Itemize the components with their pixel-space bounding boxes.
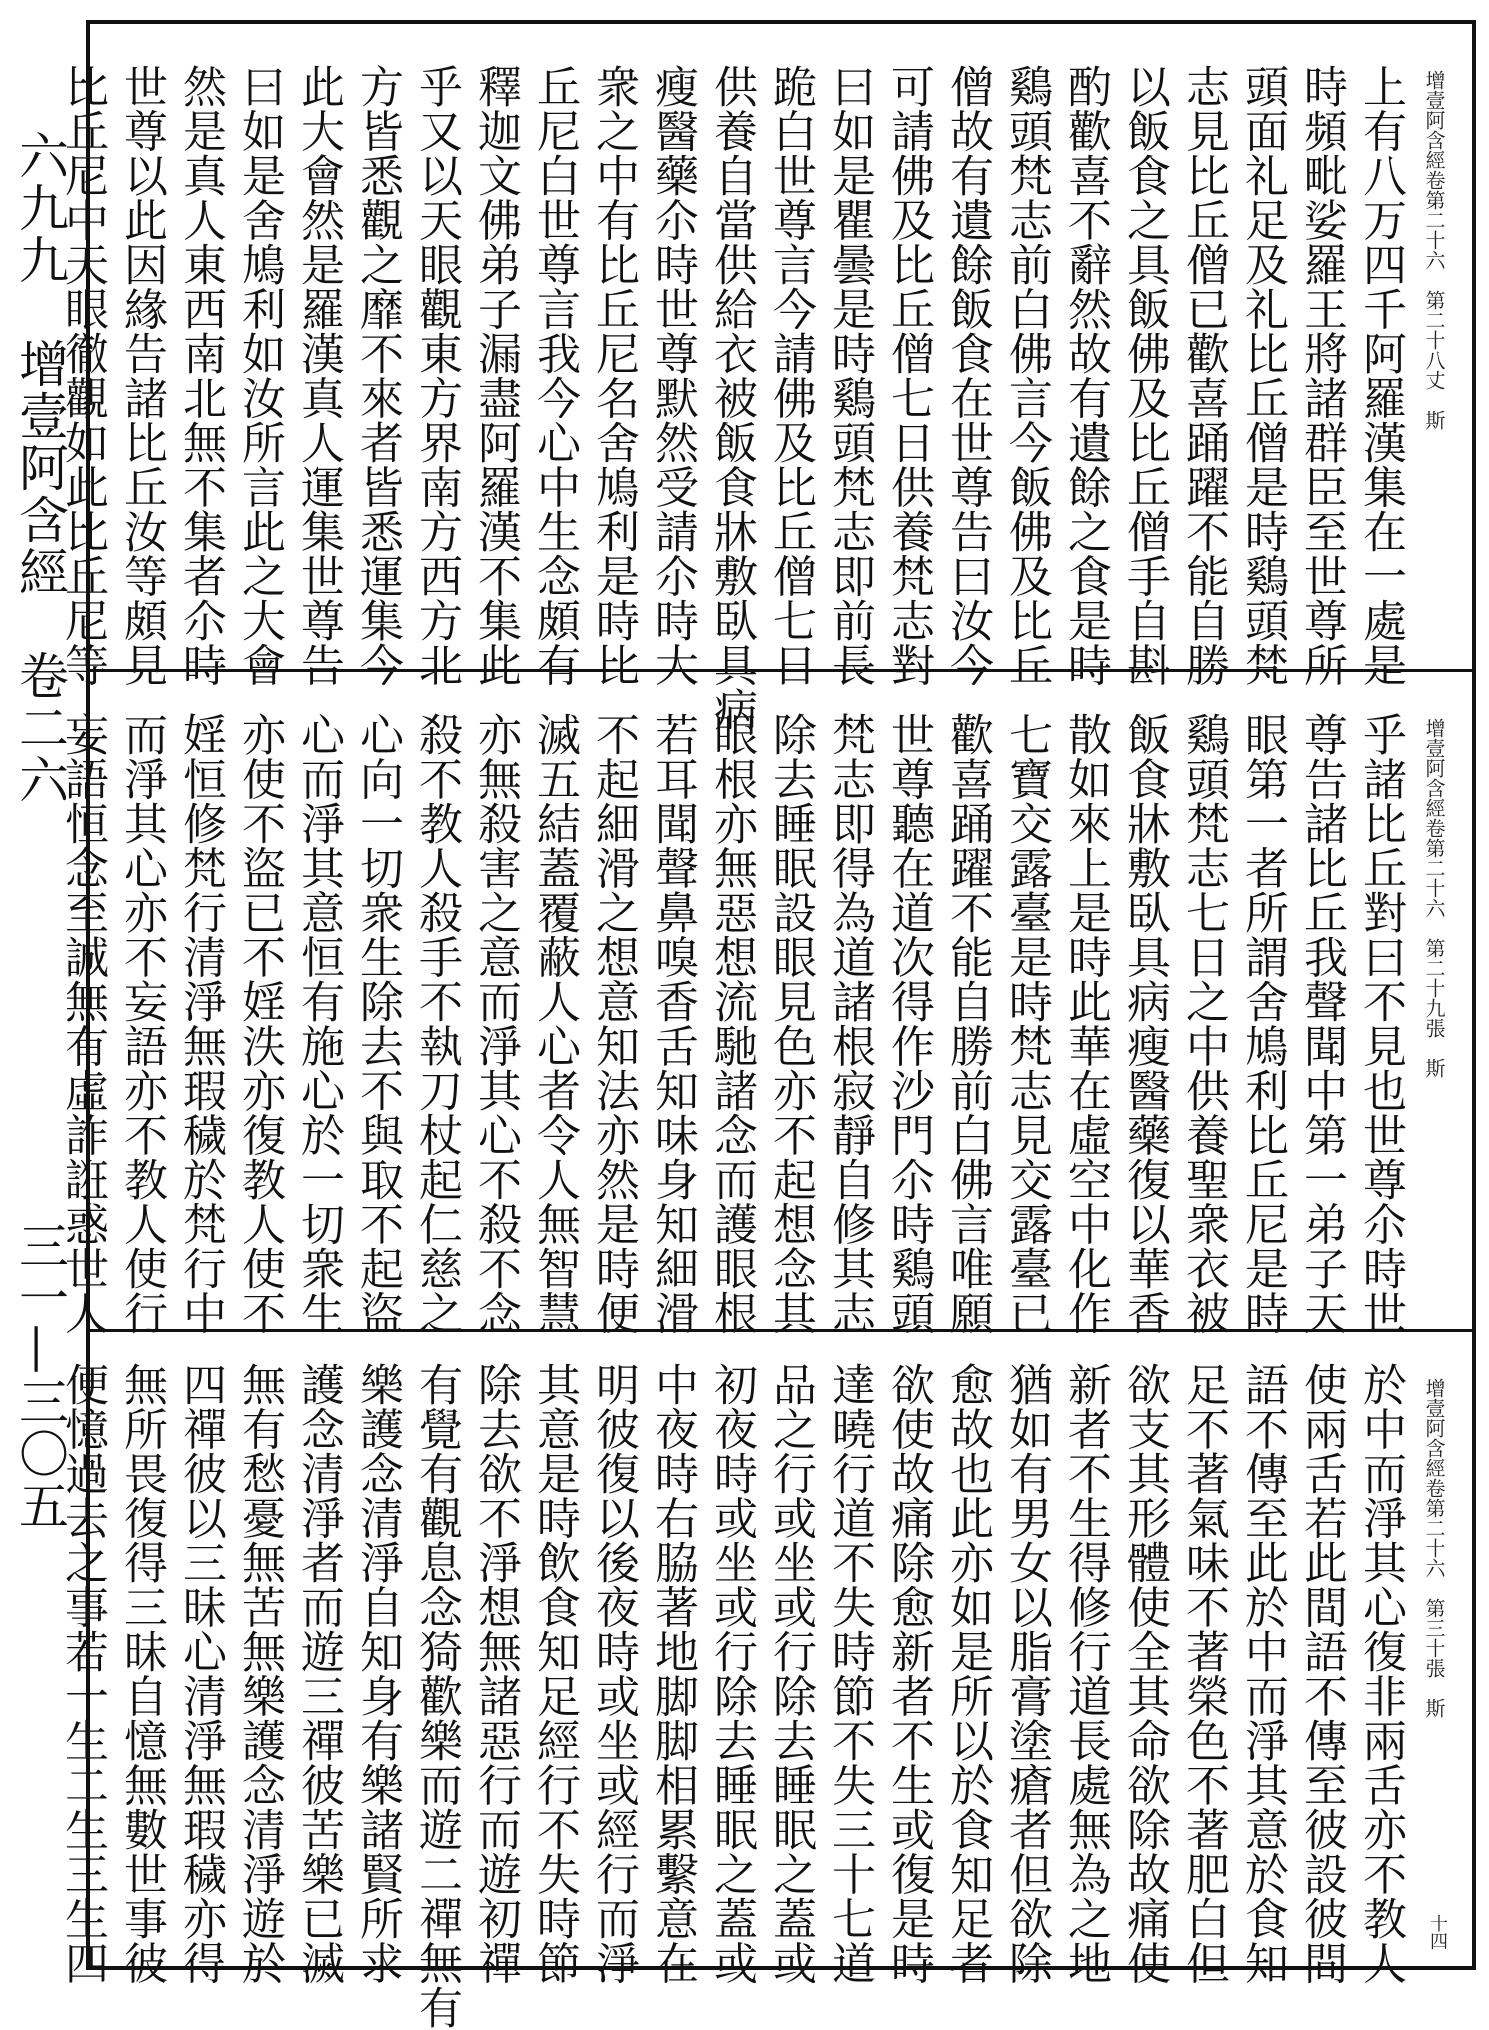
page-frame (57, 20, 1476, 2030)
text-line: 頭面礼足及礼比丘僧是時鷄頭梵 (1237, 64, 1288, 687)
panel-3-body (53, 1362, 1410, 2030)
text-line: 其意是時飲食知足經行不失時節 (529, 1362, 580, 1985)
text-line: 欲使故痛除愈新者不生或復是時 (883, 1362, 934, 1985)
text-line: 曰如是瞿曇是時鷄頭梵志即前長 (824, 64, 875, 687)
text-line: 衆之中有比丘尼名舍鳩利是時比 (588, 64, 639, 687)
panel-2-header-note: 增壹阿含經卷第二十六 第二十九張 斯 (1422, 718, 1446, 1078)
panel-3-end-mark: 十四 (1427, 1914, 1448, 1950)
panel-2-body (53, 712, 1410, 1335)
text-line: 使兩舌若此間語不傳至彼設彼間 (1296, 1362, 1347, 1985)
text-line: 四禪彼以三昧心清淨無瑕穢亦得 (175, 1362, 226, 1985)
text-line: 便憶過去之事若一生二生三生四 (57, 1362, 108, 1985)
text-line: 乎又以天眼觀東方界南方西方北 (411, 64, 462, 687)
text-line: 語不傳至此於中而淨其意於食知 (1237, 1362, 1288, 1985)
text-line: 亦無殺害之意而淨其心不殺不念 (470, 712, 521, 1335)
text-line: 志見比丘僧已歡喜踊躍不能自勝 (1178, 64, 1229, 687)
text-line: 中夜時右脇著地脚脚相累繫意在 (647, 1362, 698, 1985)
text-line: 丘尼白世尊言我今心中生念頗有 (529, 64, 580, 687)
text-line: 除去睡眠設眼見色亦不起想念其 (765, 712, 816, 1335)
text-line: 飯食牀敷臥具病瘦醫藥復以華香 (1119, 712, 1170, 1335)
margin-page-number: 三一—三〇五 (11, 1220, 69, 1532)
text-line: 達曉行道不失時節不失三十七道 (824, 1362, 875, 1985)
text-line: 而淨其心亦不妄語亦不教人使行 (116, 712, 167, 1335)
text-line: 護念清淨者而遊三禪彼苦樂已滅 (293, 1362, 344, 1985)
text-panel-3 (57, 1329, 1472, 2030)
text-line: 妄語恒念至誠無有虛詐誑惑世人 (57, 712, 108, 1335)
text-line: 若耳聞聲鼻嗅香舌知味身知細滑 (647, 712, 698, 1335)
text-line: 鷄頭梵志七日之中供養聖衆衣被 (1178, 712, 1229, 1335)
text-line: 心向一切衆生除去不與取不起盜 (352, 712, 403, 1335)
text-line: 樂護念清淨自知身有樂諸賢所求 (352, 1362, 403, 1985)
text-line: 足不著氣味不著榮色不著肥白但 (1178, 1362, 1229, 1985)
text-line: 供養自當供給衣被飯食牀敷臥具病 (706, 64, 757, 732)
text-line: 無所畏復得三昧自憶無數世事彼 (116, 1362, 167, 1985)
text-line: 比丘尼中天眼徹觀如此比丘尼等 (57, 64, 108, 687)
text-line: 婬恒修梵行清淨無瑕穢於梵行中 (175, 712, 226, 1335)
panel-1-header-note: 增壹阿含經卷第二十六 第二十八丈 斯 (1422, 70, 1446, 430)
text-line: 然是真人東西南北無不集者尒時 (175, 64, 226, 687)
text-line: 明彼復以後夜時或坐或經行而淨 (588, 1362, 639, 1985)
text-line: 僧故有遺餘飯食在世尊告曰汝今 (942, 64, 993, 687)
text-line: 世尊聽在道次得作沙門尒時鷄頭 (883, 712, 934, 1335)
text-line: 品之行或坐或行除去睡眠之蓋或 (765, 1362, 816, 1985)
text-line: 以飯食之具飯佛及比丘僧手自斟 (1119, 64, 1170, 687)
text-line: 歡喜踊躍不能自勝前白佛言唯願 (942, 712, 993, 1335)
text-panel-1 (57, 24, 1472, 732)
text-line: 尊告諸比丘我聲聞中第一弟子天 (1296, 712, 1347, 1335)
text-line: 跪白世尊言今請佛及比丘僧七日 (765, 64, 816, 687)
text-line: 散如來上是時此華在虛空中化作 (1060, 712, 1111, 1335)
text-panel-2 (57, 669, 1472, 1335)
text-line: 心而淨其意恒有施心於一切衆生 (293, 712, 344, 1335)
text-line: 不起細滑之想意知法亦然是時便 (588, 712, 639, 1335)
text-line: 亦使不盜已不婬泆亦復教人使不 (234, 712, 285, 1335)
text-line: 上有八万四千阿羅漢集在一處是 (1355, 64, 1406, 687)
text-line: 新者不生得修行道長處無為之地 (1060, 1362, 1111, 1985)
text-line: 時頻毗娑羅王將諸群臣至世尊所 (1296, 64, 1347, 687)
text-line: 有覺有觀息念猗歡樂而遊二禪無有 (411, 1362, 462, 2030)
text-line: 鷄頭梵志前白佛言今飯佛及比丘 (1001, 64, 1052, 687)
text-line: 酌歡喜不辭然故有遺餘之食是時 (1060, 64, 1111, 687)
text-line: 眼根亦無惡想流馳諸念而護眼根 (706, 712, 757, 1335)
text-line: 釋迦文佛弟子漏盡阿羅漢不集此 (470, 64, 521, 687)
text-line: 於中而淨其心復非兩舌亦不教人 (1355, 1362, 1406, 1985)
text-line: 曰如是舍鳩利如汝所言此之大會 (234, 64, 285, 687)
text-line: 七寶交露臺是時梵志見交露臺已 (1001, 712, 1052, 1335)
text-line: 愈故也此亦如是所以於食知足者 (942, 1362, 993, 1985)
text-line: 乎諸比丘對曰不見也世尊尒時世 (1355, 712, 1406, 1335)
panel-1-body (53, 64, 1410, 732)
margin-title: 六九九 增壹阿含經 卷二六 (11, 130, 69, 806)
text-line: 殺不教人殺手不執刀杖起仁慈之 (411, 712, 462, 1335)
text-line: 可請佛及比丘僧七日供養梵志對 (883, 64, 934, 687)
text-line: 眼第一者所謂舍鳩利比丘尼是時 (1237, 712, 1288, 1335)
text-line: 此大會然是羅漢真人運集世尊告 (293, 64, 344, 687)
text-line: 方皆悉觀之靡不來者皆悉運集今 (352, 64, 403, 687)
text-line: 無有愁憂無苦無樂護念清淨遊於 (234, 1362, 285, 1985)
text-line: 欲支其形體使全其命欲除故痛使 (1119, 1362, 1170, 1985)
text-line: 瘦醫藥尒時世尊默然受請尒時大 (647, 64, 698, 687)
text-line: 梵志即得為道諸根寂靜自修其志 (824, 712, 875, 1335)
text-line: 猶如有男女以脂膏塗瘡者但欲除 (1001, 1362, 1052, 1985)
text-line: 初夜時或坐或行除去睡眠之蓋或 (706, 1362, 757, 1985)
panel-3-header-note: 增壹阿含經卷第二十六 第三十張 斯 (1422, 1378, 1446, 1718)
text-line: 除去欲不淨想無諸惡行而遊初禪 (470, 1362, 521, 1985)
text-line: 世尊以此因緣告諸比丘汝等頗見 (116, 64, 167, 687)
text-line: 滅五結蓋覆蔽人心者令人無智慧 (529, 712, 580, 1335)
